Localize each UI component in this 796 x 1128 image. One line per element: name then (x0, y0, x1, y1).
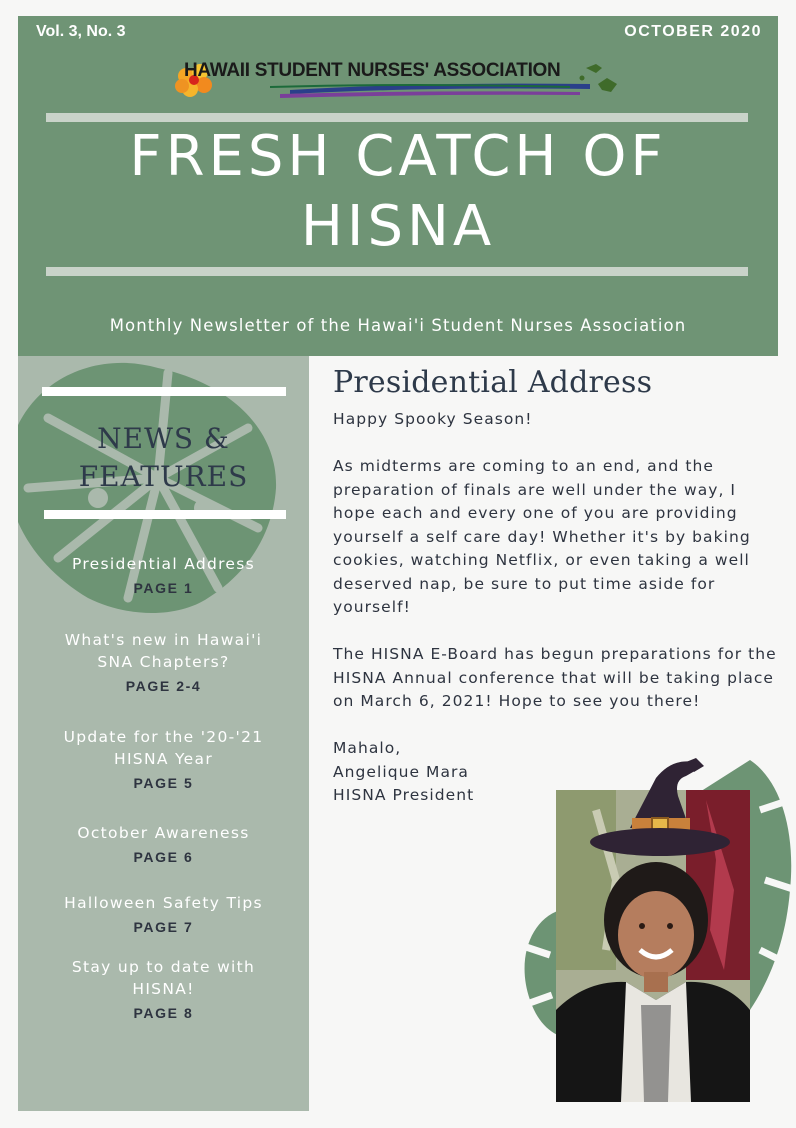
news-features-heading (18, 420, 309, 496)
title-line-2: HISNA (300, 194, 496, 259)
toc-item-page: PAGE 5 (133, 775, 194, 791)
article-greeting: Happy Spooky Season! (333, 410, 533, 428)
toc-item[interactable] (18, 726, 309, 791)
toc-item-page: PAGE 2-4 (125, 678, 202, 694)
president-name: Angelique Mara (333, 762, 469, 781)
news-features-sidebar (18, 356, 309, 1111)
president-photo-area (520, 740, 796, 1110)
toc-item[interactable] (18, 892, 309, 935)
president-role: HISNA President (333, 786, 475, 804)
toc-item-page: PAGE 1 (133, 580, 194, 596)
toc-item-page: PAGE 6 (133, 849, 194, 865)
toc-item-label: Stay up to date with HISNA! (71, 958, 256, 998)
hisna-logo (170, 54, 620, 104)
article-title: Presidential Address (333, 365, 653, 400)
toc-item-label: Presidential Address (71, 555, 256, 573)
toc-item-page: PAGE 8 (133, 1005, 194, 1021)
toc-item[interactable] (18, 553, 309, 596)
toc-item[interactable] (18, 629, 309, 694)
article-signoff: Mahalo, (333, 739, 402, 757)
sidebar-rule-top (42, 387, 286, 396)
witch-hat-icon (582, 758, 732, 878)
toc-item[interactable] (18, 822, 309, 865)
toc-item-label: October Awareness (77, 824, 250, 842)
newsletter-title (18, 122, 778, 262)
toc-item-label: What's new in Hawai'i SNA Chapters? (64, 631, 263, 671)
toc-item-label: Update for the '20-'21 HISNA Year (63, 728, 264, 768)
logo-text: HAWAII STUDENT NURSES' ASSOCIATION (184, 60, 561, 81)
article-paragraph-2: The HISNA E-Board has begun preparations for the HISNA Annual conference that will be taking place on March 6, 2021! Hope to see you there! (333, 645, 777, 710)
issue-date: OCTOBER 2020 (624, 23, 762, 40)
article-paragraph-1: As midterms are coming to an end, and the preparation of finals are well under the way, I hope each and every one of you are providing yourself a self care day! Whether it's by baking cookies, watching Netflix, or even taking a well deserved nap, be sure to put time aside for yourself! (333, 457, 751, 616)
masthead (18, 16, 778, 356)
title-line-1: FRESH CATCH OF (129, 124, 667, 189)
volume-number: Vol. 3, No. 3 (36, 23, 126, 40)
newsletter-subtitle: Monthly Newsletter of the Hawai'i Student Nurses Association (109, 316, 687, 335)
heading-line-2: FEATURES (78, 460, 249, 493)
title-rule-top (46, 113, 748, 122)
toc-item-label: Halloween Safety Tips (64, 894, 263, 912)
toc-item[interactable] (18, 956, 309, 1021)
sidebar-rule-bottom (44, 510, 286, 519)
title-rule-bottom (46, 267, 748, 276)
toc-item-page: PAGE 7 (133, 919, 194, 935)
heading-line-1: NEWS & (97, 422, 230, 455)
